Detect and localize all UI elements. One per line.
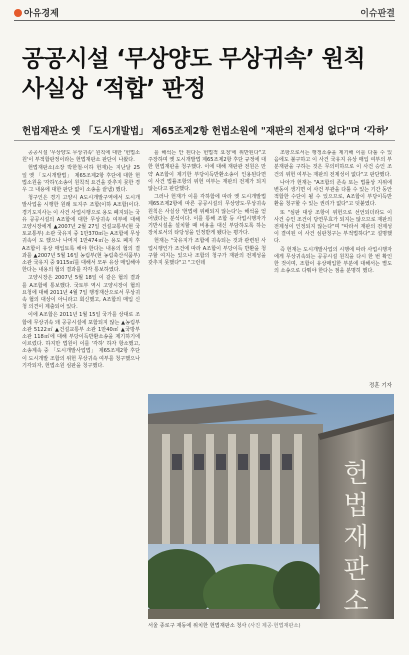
- sign-char-4: 판: [343, 555, 369, 585]
- paragraph: 조항으로서는 행정소송을 제기해 이를 다툴 수 있음에도 불구하고 이 사건 국유지 유상 매입 여부의 부분재판을 구하는 것은 무의미하므로 이 사건 승인 조건의 위헌 여부는 재판의 전제성이 없다"고 판단했다.: [274, 150, 392, 178]
- publication-logo-icon: [14, 9, 22, 17]
- body-column-1: [22, 150, 140, 634]
- sign-char-2: 법: [343, 491, 369, 521]
- body-column-3: [274, 150, 392, 376]
- paragraph: 청구인은 경기 고양시 A도시개발구역에서 도시개발사업을 시행한 원래 토지주 조합(이하 A조합)이다. 경기도지사는 이 사건 사업시행으로 용도 폐지되는 국유 공공시설의 A조합에 대한 무상귀속 여부에 대해 고양시장에게 ▲2007년 2월 27일 건설교통부(현 국토교통부) 소관 국유지 중 1만370㎡는 A조합에 무상 귀속이 도 했으나 나머지 1만474㎡는 용도 폐지 후 A조합이 유상 매입토록 해야 한다는 내용의 협의 결과를 ▲2007년 5월 16일 농림부(현 농림축산식품부) 소관 국유지 중 9115㎡를 대해서 모두 유상 매입해야 한다는 내용의 협의 결과를 각각 통보하였다.: [22, 195, 140, 274]
- paragraph: 를 해석는 안 된다는 헌법적 요청'에 위반된다"고 주장하며 옛 도시개발법 제65조제2항 후단 규정에 대한 헌법재판을 청구했다. 이에 대해 재판관 전원은 만약 A조합이 제기한 부당이득반환소송이 인용된다면 이 사건 법률조항의 위헌 여부는 재판의 전제가 되지 않는다고 판단했다.: [148, 150, 266, 193]
- publication-label: 아유경제: [24, 9, 59, 19]
- title-line-1: 공공시설 ‘무상양도 무상귀속’ 원칙: [22, 46, 366, 72]
- photo-illustration: [148, 394, 394, 619]
- publication-name: [14, 6, 59, 19]
- article-title: [22, 44, 391, 104]
- caption-source: (사진 제공·헌법재판소): [248, 623, 301, 629]
- body-column-2: [148, 150, 266, 386]
- header-divider: [14, 20, 395, 21]
- subhead-divider: [14, 140, 395, 141]
- paragraph: 헌법재판소(소장 박한철·이하 헌재)는 지난달 25일 옛 「도시개발법」 제65조제2항 후단에 대한 헌법소원을 '각하'(소송이 원칙적 요건을 갖추지 못한 경우 그 내용에 대한 판단 없이 소송을 끝냄) 했다.: [22, 165, 140, 194]
- paragraph: 헌재는 "국유지가 조합에 귀속되는 것과 관련된 사업시행인가 조건에 따라 A조합이 부당이득 반환을 청구할 여지는 있으나 조합의 청구가 재판의 전제성을 갖추지 못했다"고 "그런데: [148, 238, 266, 267]
- section-label: 이슈판결: [360, 9, 395, 19]
- caption-text: 서울 종로구 재동에 위치한 헌법재판소 청사: [148, 623, 247, 629]
- paragraph: 또 "심판 대상 조항이 위헌으로 선언되더라도 이 사건 승인 조건이 당연무효가 되지는 않으므로 재판의 전제성이 인정되지 않는다"며 "따라서 재판의 전제성이 결여된 이 사건 심판청구는 부적법하다"고 설명했다.: [274, 209, 392, 245]
- title-line-2: 사실상 ‘적합’ 판정: [22, 76, 206, 102]
- paragraph: 고양시장은 2007년 5월 18일 이 같은 협의 결과를 A조합에 통보했다. 국토부 역시 고양시장이 협의 요청에 대해 2011년 4월 7일 행정재산으로서 무상귀속 협의 대상이 아니라고 회신했고, A조합의 매입 신청 의견이 제출되어 있다.: [22, 275, 140, 311]
- paragraph: 공공시설 '무상양도 무상귀속' 원칙에 대한 '헌법소원'이 부적합판정이라는 헌법재판소 판단이 나왔다.: [22, 150, 140, 164]
- sign-char-1: 헌: [343, 459, 369, 489]
- photo-caption: [148, 622, 394, 629]
- paragraph: 이에 A조합은 2011년 1월 15일 국가를 상대로 조합에 무상귀속 돼 공공시설에 포함되지 않는 ▲농림부 소관 5122㎡ ▲건설교통부 소관 1만40㎡ ▲국방부 소관 118㎡에 대해 부당이득반환소송을 제기하기에 이르렀다. 하지만 법원이 이를 '각하' 하자 항소했고, 소송계속 중 「도시개발사업법」 제65조제2항 후단이 도시개발 조합의 위헌 무상귀속 여부를 청구했으나 기각되자, 헌법소원 심판을 청구했다.: [22, 312, 140, 369]
- sign-char-3: 재: [343, 523, 369, 553]
- reporter-byline: 정훈 기자: [368, 383, 392, 389]
- paragraph: 그러나 헌재가 이를 각하함에 따라 옛 도시개발법 제65조제2항에 따른 공공시설의 무상양도·무상귀속 원칙은 사실상 '헌법에 위배되지 않는다'는 해석을 얻어냈다는 분석이다. 이를 통해 조합 등 사업시행자가 기반시설을 설치할 때 비용을 대신 부담하도록 하는 장치로서의 타당성을 인정받게 됐다는 평가다.: [148, 194, 266, 237]
- article-subhead: 헌법재판소 옛 「도시개발법」 제65조제2항 헌법소원에 "재판의 전제성 없다"며 ‘각하’: [22, 126, 389, 137]
- paragraph: 즉 헌재는 도시개발사업의 시행에 따라 사업시행자에게 무상귀속되는 공공시설 원칙을 다시 한 번 확인한 것이며, 조합이 유상매입한 부분에 대해서는 별도의 소송으로 다퉈야 한다는 점을 분명히 했다.: [274, 246, 392, 275]
- paragraph: 나아가 헌재는 "A조합의 존속 또는 법률상 지위에 변동이 생기면 이 사건 부관을 다툴 수 있는 기간 동안 적합한 수단이 될 수 있으므로, A조합이 부당이득반환을 청구할 수 있는 권리가 없다"고 덧붙였다.: [274, 179, 392, 208]
- sign-char-5: 소: [343, 587, 369, 617]
- court-building-photo: [148, 394, 394, 619]
